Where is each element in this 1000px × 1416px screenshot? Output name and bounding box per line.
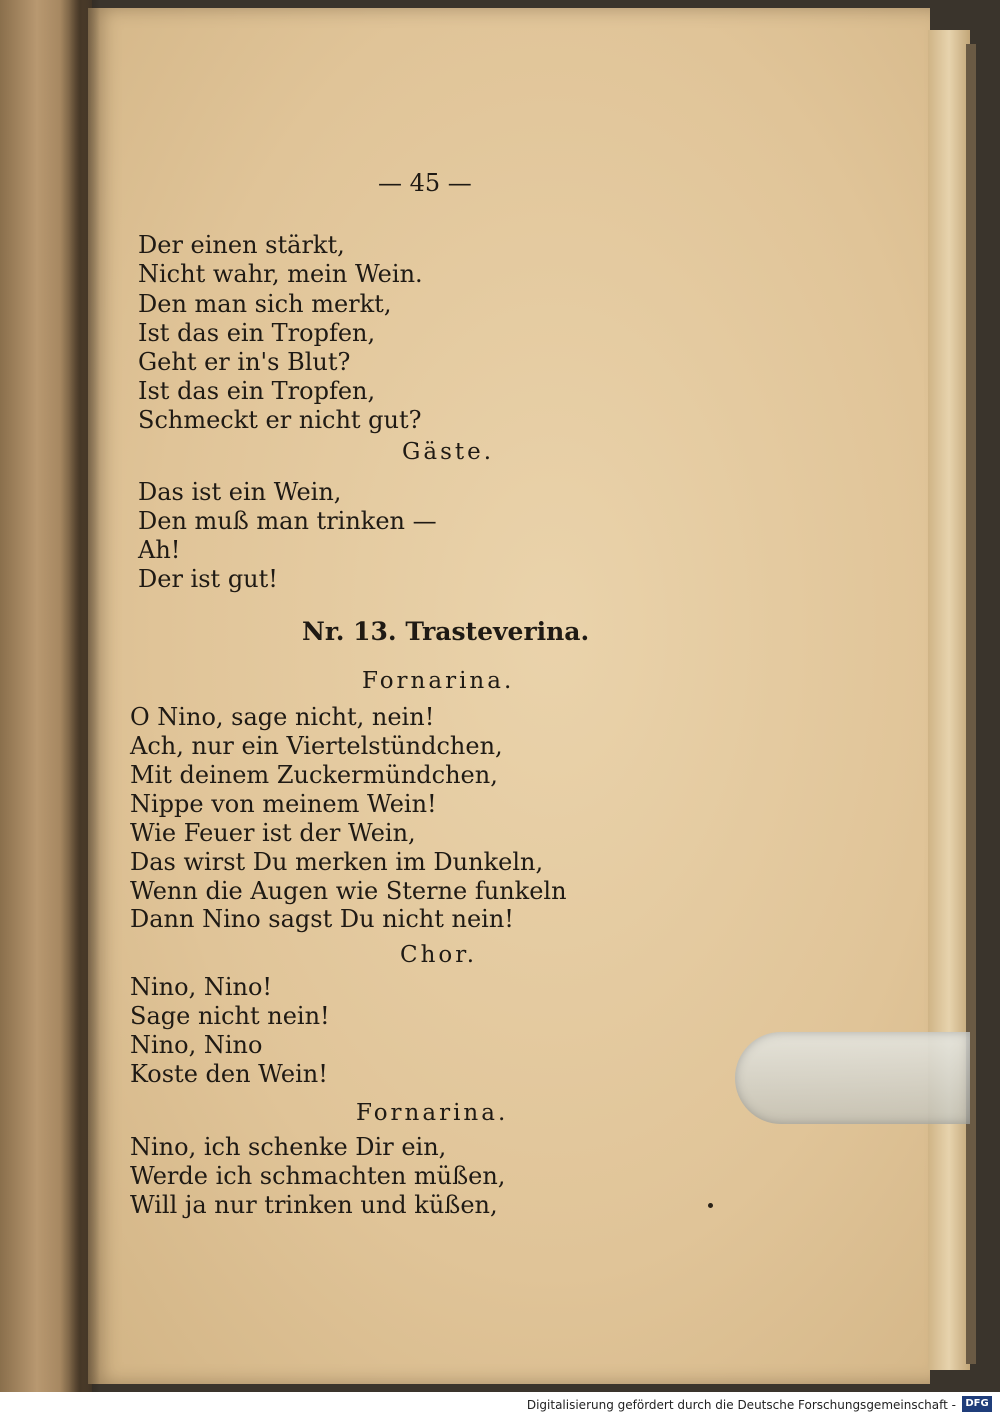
verse-line: Wie Feuer ist der Wein, [130, 819, 416, 847]
verse-line: Nino, ich schenke Dir ein, [130, 1133, 447, 1161]
scanner-clamp [735, 1032, 970, 1124]
verse-line: Den man sich merkt, [138, 290, 392, 318]
verse-line: Ah! [138, 536, 181, 564]
verse-line: Werde ich schmachten müßen, [130, 1162, 506, 1190]
book-cover-edge [966, 44, 976, 1364]
verse-line: Nino, Nino [130, 1031, 263, 1059]
page-number: — 45 — [378, 169, 472, 197]
verse-line: Mit deinem Zuckermündchen, [130, 761, 498, 789]
verse-line: Schmeckt er nicht gut? [138, 406, 422, 434]
verse-line: Ach, nur ein Viertelstündchen, [130, 732, 503, 760]
verse-line: Nippe von meinem Wein! [130, 790, 437, 818]
verse-line: Geht er in's Blut? [138, 348, 351, 376]
page-stack-edge [928, 30, 970, 1370]
verse-line: Ist das ein Tropfen, [138, 319, 376, 347]
verse-line: Nino, Nino! [130, 973, 273, 1001]
verse-line: Sage nicht nein! [130, 1002, 330, 1030]
verse-line: Dann Nino sagst Du nicht nein! [130, 905, 514, 933]
verse-line: Koste den Wein! [130, 1060, 328, 1088]
section-heading: Nr. 13. Trasteverina. [302, 617, 590, 646]
speaker-label: Chor. [400, 942, 478, 968]
verse-line: Nicht wahr, mein Wein. [138, 260, 423, 288]
verse-line: Das ist ein Wein, [138, 478, 342, 506]
verse-line: Der einen stärkt, [138, 231, 345, 259]
speaker-label: Fornarina. [362, 668, 515, 694]
verse-line: Ist das ein Tropfen, [138, 377, 376, 405]
dfg-logo: DFG [962, 1396, 992, 1412]
verse-line: Will ja nur trinken und küßen, [130, 1191, 498, 1219]
verse-line: Der ist gut! [138, 565, 278, 593]
verse-line: Das wirst Du merken im Dunkeln, [130, 848, 544, 876]
speaker-label: Gäste. [402, 439, 495, 465]
speaker-label: Fornarina. [356, 1100, 509, 1126]
ink-dot [708, 1203, 713, 1208]
verse-line: Wenn die Augen wie Sterne funkeln [130, 877, 567, 905]
book-gutter [60, 0, 100, 1410]
footer-credit: Digitalisierung gefördert durch die Deutsche Forschungsgemeinschaft - [526, 1398, 956, 1412]
verse-line: O Nino, sage nicht, nein! [130, 703, 435, 731]
verse-line: Den muß man trinken — [138, 507, 437, 535]
